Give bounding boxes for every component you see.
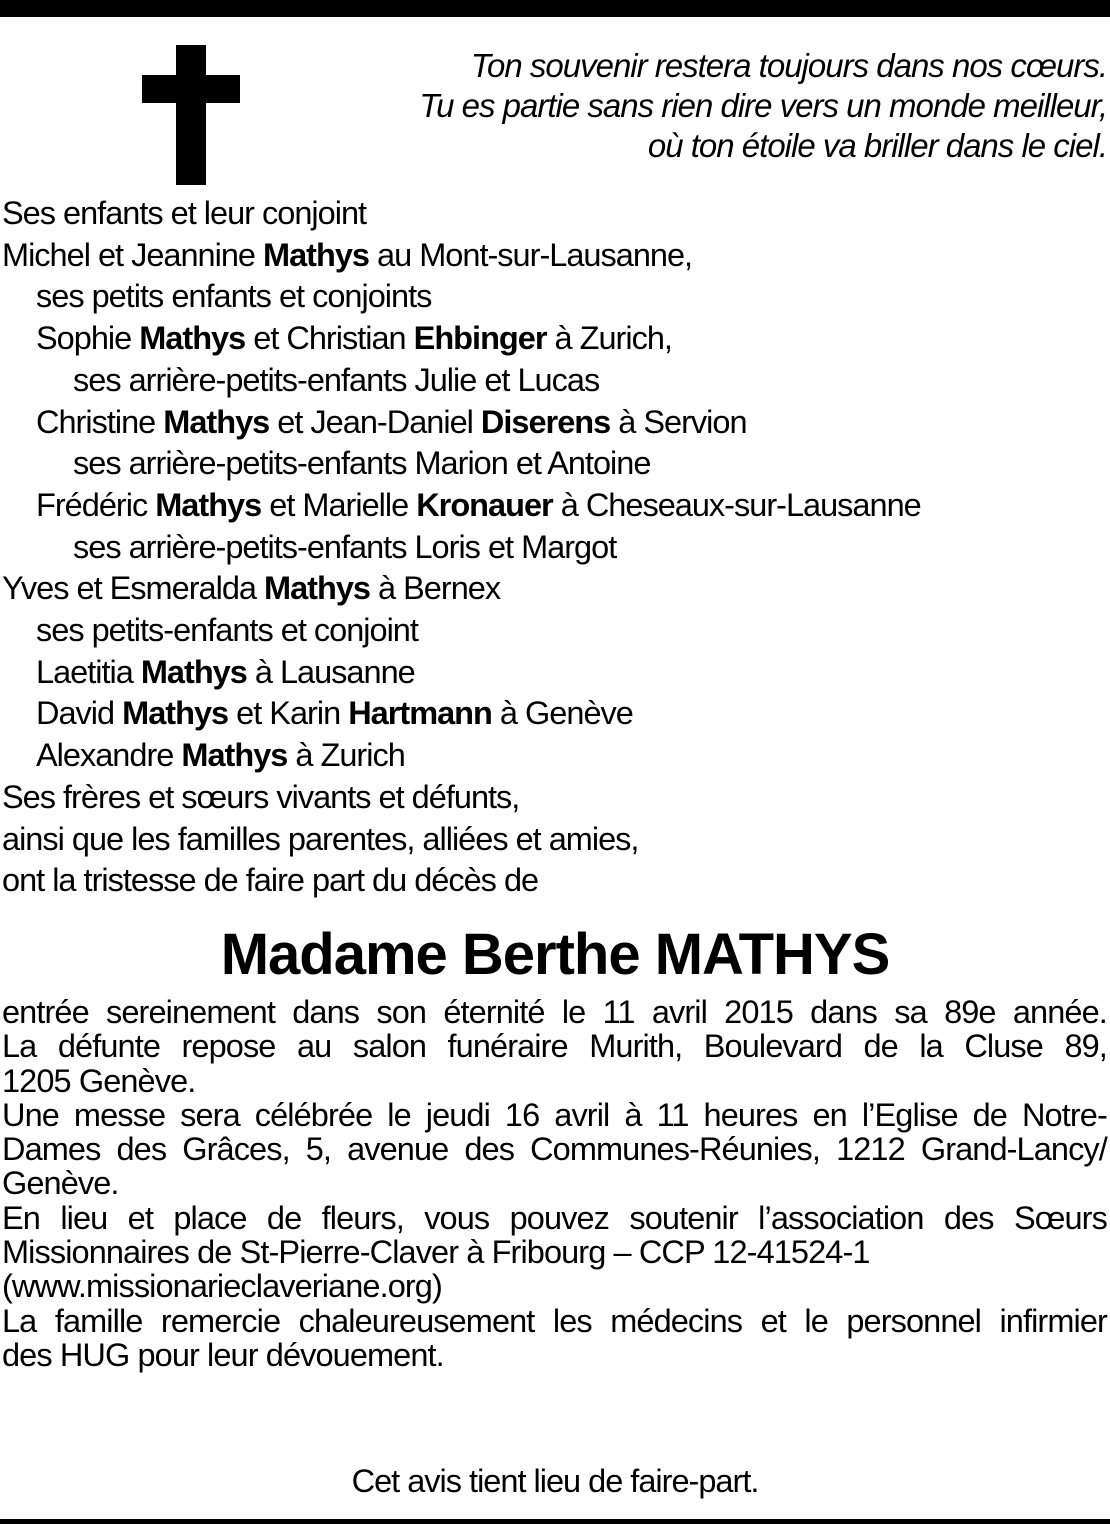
paragraph-line: La famille remercie chaleureusement les médecins et le personnel infirmier bbox=[2, 1302, 1107, 1339]
family-text: à Bernex bbox=[369, 570, 501, 607]
family-text: Yves et Esmeralda bbox=[2, 570, 264, 607]
family-text: à Lausanne bbox=[246, 653, 415, 690]
family-list bbox=[2, 193, 1102, 902]
paragraph-line: des HUG pour leur dévouement. bbox=[2, 1336, 444, 1373]
family-text: Ses frères et sœurs vivants et défunts, bbox=[2, 778, 520, 815]
paragraph-line: Missionnaires de St-Pierre-Claver à Fribourg – CCP 12-41524-1 bbox=[2, 1234, 870, 1271]
family-line bbox=[2, 777, 1102, 819]
family-line bbox=[2, 276, 1102, 318]
paragraph-line: (www.missionarieclaveriane.org) bbox=[2, 1268, 442, 1305]
family-text: Sophie bbox=[36, 320, 140, 357]
surname: Mathys bbox=[163, 403, 270, 440]
surname: Mathys bbox=[264, 570, 370, 607]
family-text: Ses enfants et leur conjoint bbox=[2, 195, 367, 231]
family-text: ses arrière-petits-enfants Julie et Lucas bbox=[73, 361, 600, 398]
paragraph bbox=[2, 1098, 1107, 1201]
family-line bbox=[2, 652, 1102, 694]
family-text: ont la tristesse de faire part du décès de bbox=[2, 862, 539, 899]
family-line bbox=[2, 610, 1102, 652]
family-line bbox=[2, 443, 1102, 485]
family-line bbox=[2, 235, 1102, 277]
paragraph-line: En lieu et place de fleurs, vous pouvez soutenir l’association des Sœurs bbox=[2, 1199, 1107, 1236]
top-rule bbox=[0, 0, 1110, 17]
family-text: et Karin bbox=[228, 695, 349, 732]
paragraph-line: La défunte repose au salon funéraire Murith, Boulevard de la Cluse 89, bbox=[2, 1028, 1107, 1065]
paragraph bbox=[2, 1304, 1107, 1373]
cross-icon bbox=[142, 45, 240, 185]
family-line bbox=[2, 568, 1102, 610]
family-text: ses petits-enfants et conjoint bbox=[36, 612, 418, 649]
surname: Mathys bbox=[181, 737, 288, 774]
paragraph-line: Une messe sera célébrée le jeudi 16 avril à 11 heures en l’Eglise de Notre- bbox=[2, 1096, 1107, 1133]
family-text: au Mont-sur-Lausanne, bbox=[369, 236, 693, 273]
paragraph bbox=[2, 1029, 1107, 1098]
paragraph bbox=[2, 1201, 1107, 1304]
family-text: Alexandre bbox=[36, 737, 182, 774]
family-line bbox=[2, 527, 1102, 569]
family-text: Michel et Jeannine bbox=[2, 236, 264, 273]
family-text: David bbox=[36, 695, 123, 732]
paragraph bbox=[2, 995, 1107, 1029]
announcement-body bbox=[2, 995, 1107, 1372]
surname: Mathys bbox=[155, 486, 262, 523]
surname: Mathys bbox=[139, 320, 246, 357]
family-line bbox=[2, 402, 1102, 444]
family-text: ainsi que les familles parentes, alliées et amies, bbox=[2, 820, 639, 857]
paragraph-line: Genève. bbox=[2, 1165, 119, 1202]
family-line bbox=[2, 193, 1102, 235]
family-text: et Christian bbox=[245, 320, 414, 357]
family-line bbox=[2, 693, 1102, 735]
surname: Diserens bbox=[480, 403, 611, 440]
family-text: à Cheseaux-sur-Lausanne bbox=[552, 486, 921, 523]
surname: Mathys bbox=[122, 695, 229, 732]
family-line bbox=[2, 360, 1102, 402]
family-text: à Servion bbox=[610, 403, 747, 440]
surname: Ehbinger bbox=[413, 320, 547, 357]
paragraph-line: entrée sereinement dans son éternité le 11 avril 2015 dans sa 89e année. bbox=[2, 994, 1107, 1030]
family-text: et Marielle bbox=[261, 486, 417, 523]
bottom-rule bbox=[0, 1519, 1110, 1524]
verse-line: où ton étoile va briller dans le ciel. bbox=[647, 127, 1107, 164]
verse-line: Tu es partie sans rien dire vers un monde meilleur, bbox=[419, 87, 1107, 124]
family-line bbox=[2, 860, 1102, 902]
family-text: et Jean-Daniel bbox=[269, 403, 481, 440]
footer-note: Cet avis tient lieu de faire-part. bbox=[351, 1463, 759, 1499]
family-line bbox=[2, 819, 1102, 861]
paragraph-line: 1205 Genève. bbox=[2, 1062, 196, 1099]
family-text: à Zurich bbox=[287, 737, 405, 774]
surname: Hartmann bbox=[348, 695, 492, 732]
family-text: ses arrière-petits-enfants Loris et Margot bbox=[73, 528, 617, 565]
family-text: Laetitia bbox=[36, 653, 141, 690]
paragraph-line: Dames des Grâces, 5, avenue des Communes-Réunies, 1212 Grand-Lancy/ bbox=[2, 1131, 1107, 1168]
family-text: à Genève bbox=[491, 695, 633, 732]
family-text: Christine bbox=[36, 403, 164, 440]
surname: Kronauer bbox=[416, 486, 553, 523]
family-line bbox=[2, 735, 1102, 777]
family-text: ses arrière-petits-enfants Marion et Antoine bbox=[73, 445, 651, 482]
verse-block bbox=[247, 46, 1107, 166]
verse-line: Ton souvenir restera toujours dans nos cœurs. bbox=[470, 47, 1107, 84]
deceased-name: Madame Berthe MATHYS bbox=[220, 922, 890, 987]
surname: Mathys bbox=[140, 653, 247, 690]
surname: Mathys bbox=[263, 236, 370, 273]
family-text: Frédéric bbox=[36, 486, 156, 523]
family-text: ses petits enfants et conjoints bbox=[36, 278, 432, 315]
family-line bbox=[2, 318, 1102, 360]
family-text: à Zurich, bbox=[546, 320, 672, 357]
family-line bbox=[2, 485, 1102, 527]
